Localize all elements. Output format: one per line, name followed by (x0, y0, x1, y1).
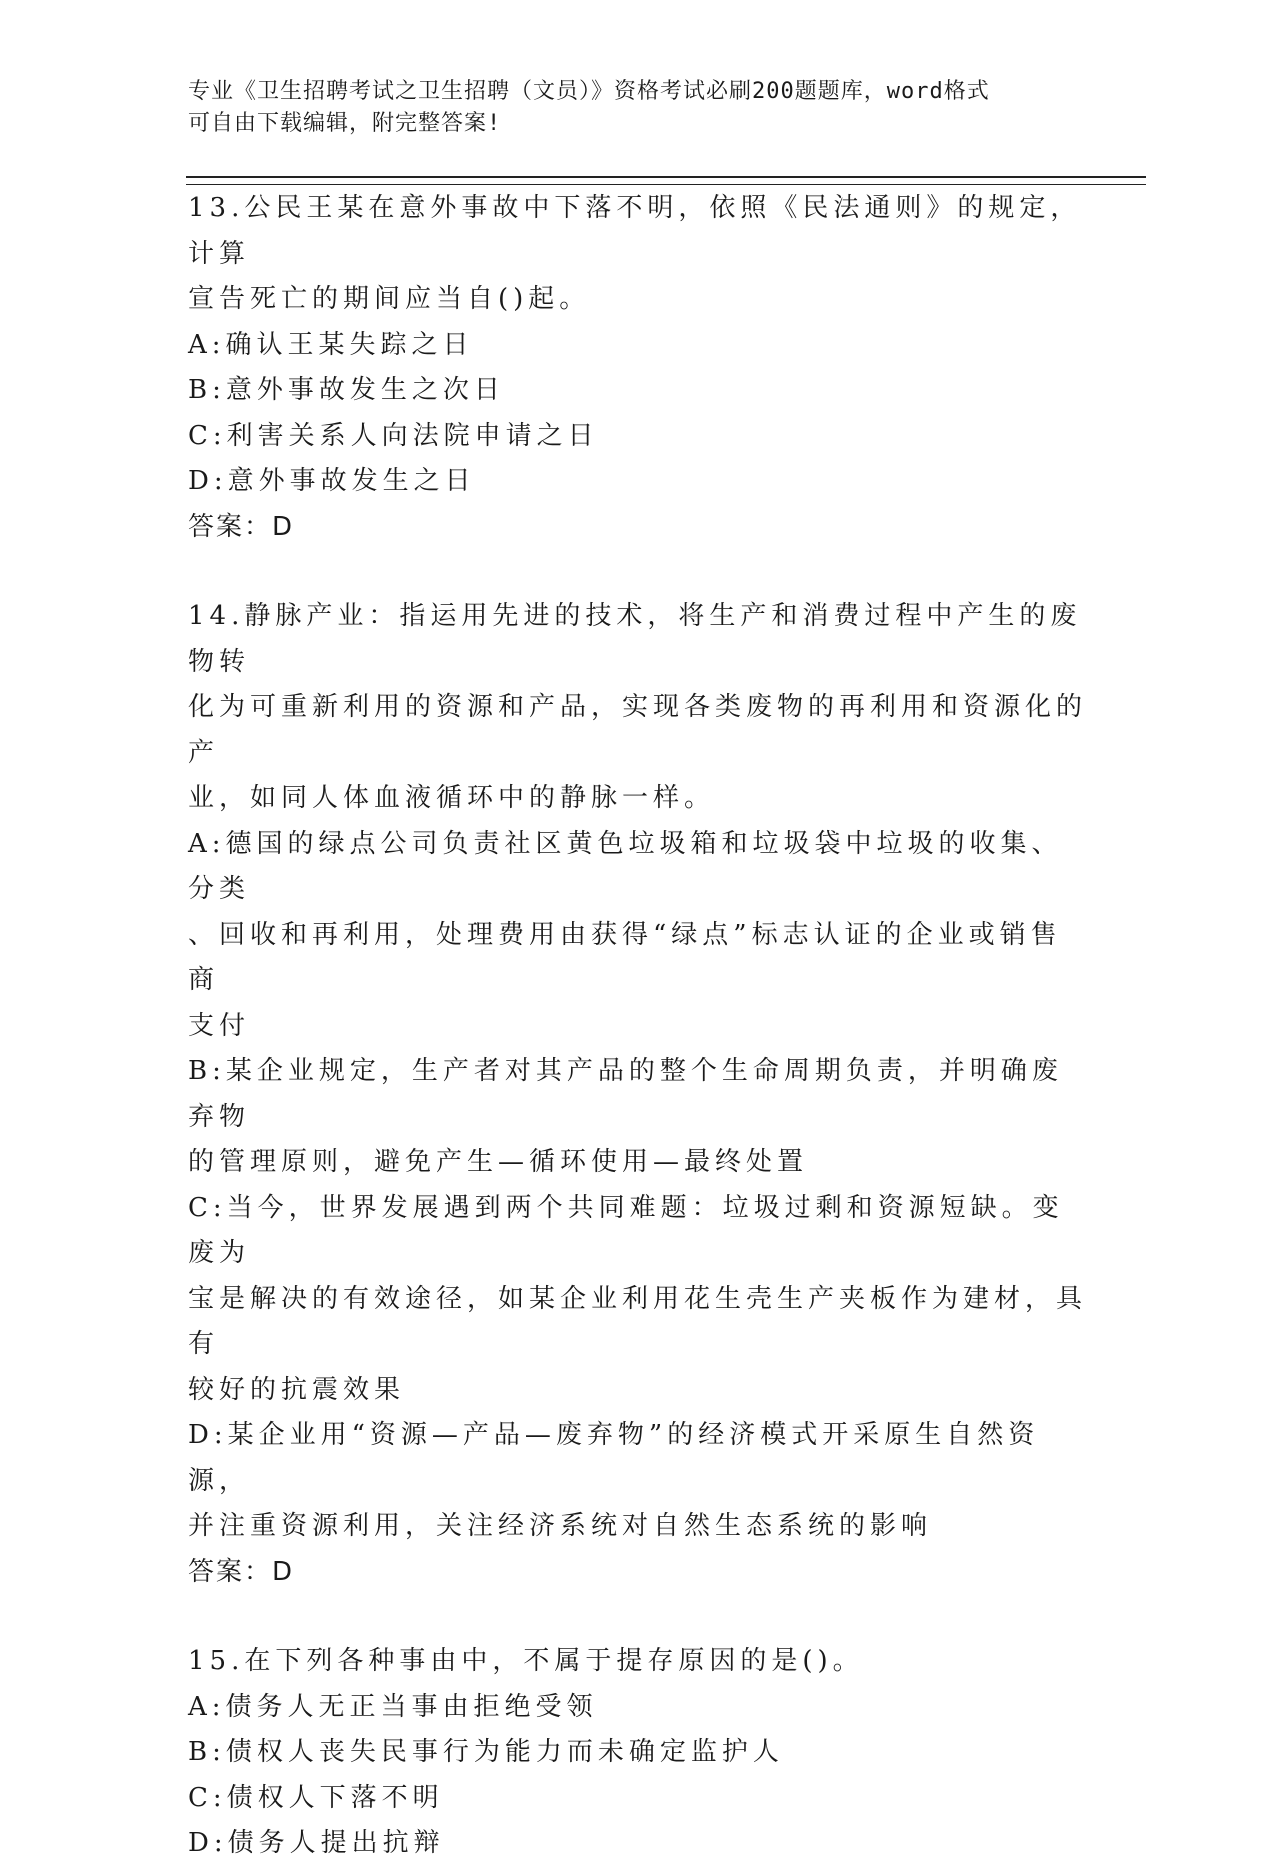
option-d: D:某企业用“资源—产品—废弃物”的经济模式开采原生自然资源， (188, 1420, 1040, 1496)
option-b: B:债权人丧失民事行为能力而未确定监护人 (188, 1737, 784, 1767)
question-14 (188, 594, 1088, 1595)
question-stem: 15.在下列各种事由中，不属于提存原因的是()。 (188, 1646, 864, 1676)
question-13 (188, 186, 1088, 550)
header-line-2: 可自由下载编辑，附完整答案! (188, 111, 502, 136)
page-header (188, 76, 1068, 140)
option-d: D:意外事故发生之日 (188, 466, 476, 496)
option-c: C:利害关系人向法院申请之日 (188, 420, 599, 451)
header-divider (186, 176, 1146, 185)
option-a: A:债务人无正当事由拒绝受领 (188, 1691, 598, 1722)
question-stem: 业，如同人体血液循环中的静脉一样。 (188, 783, 716, 813)
option-c: C:债权人下落不明 (188, 1782, 444, 1813)
option-b: B:某企业规定，生产者对其产品的整个生命周期负责，并明确废弃物 (188, 1056, 1063, 1132)
question-stem: 13.公民王某在意外事故中下落不明，依照《民法通则》的规定，计算 (188, 193, 1082, 269)
question-15 (188, 1639, 1088, 1867)
answer-line: 答案：D (188, 511, 295, 542)
question-stem: 宣告死亡的期间应当自()起。 (188, 284, 591, 314)
option-c-cont: 较好的抗震效果 (188, 1374, 406, 1405)
option-d-cont: 并注重资源利用，关注经济系统对自然生态系统的影响 (188, 1511, 933, 1541)
option-a-cont: 支付 (188, 1010, 251, 1041)
option-c-cont: 宝是解决的有效途径，如某企业利用花生壳生产夹板作为建材，具有 (188, 1283, 1088, 1359)
question-stem: 化为可重新利用的资源和产品，实现各类废物的再利用和资源化的产 (188, 692, 1088, 768)
option-c: C:当今，世界发展遇到两个共同难题：垃圾过剩和资源短缺。变废为 (188, 1192, 1064, 1268)
option-a: A:确认王某失踪之日 (188, 329, 474, 360)
question-stem: 14.静脉产业：指运用先进的技术，将生产和消费过程中产生的废物转 (188, 601, 1082, 677)
option-a: A:德国的绿点公司负责社区黄色垃圾箱和垃圾袋中垃圾的收集、分类 (188, 828, 1063, 904)
option-b: B:意外事故发生之次日 (188, 375, 505, 405)
option-a-cont: 、回收和再利用，处理费用由获得“绿点”标志认证的企业或销售商 (188, 919, 1062, 995)
answer-line: 答案：D (188, 1556, 295, 1587)
header-line-1: 专业《卫生招聘考试之卫生招聘（文员）》资格考试必刷200题题库，word格式 (188, 79, 990, 104)
option-b-cont: 的管理原则，避免产生—循环使用—最终处置 (188, 1147, 809, 1177)
option-d: D:债务人提出抗辩 (188, 1828, 445, 1858)
question-list (188, 186, 1088, 1867)
